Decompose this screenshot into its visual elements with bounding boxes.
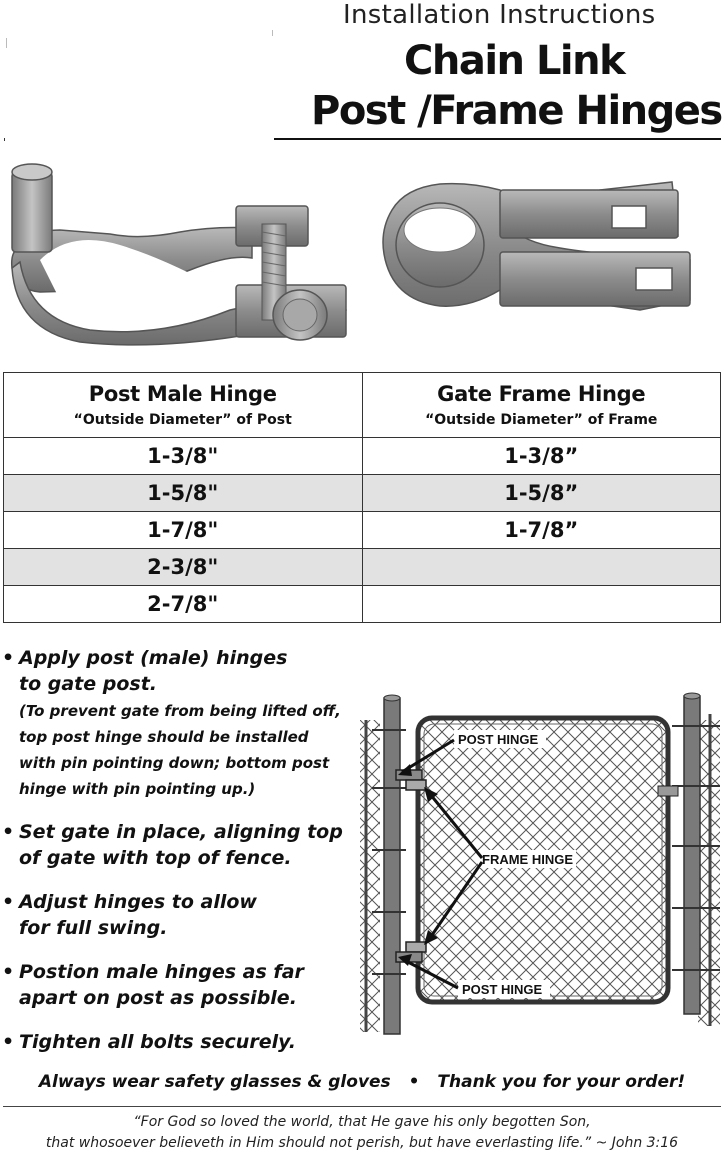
note-line: with pin pointing down; bottom post <box>19 754 330 772</box>
thank-you-note: Thank you for your order! <box>437 1072 686 1092</box>
note-line: hinge with pin pointing up.) <box>19 780 256 798</box>
frame-size-cell <box>362 586 721 623</box>
gate-latch <box>658 786 678 796</box>
post-size-cell: 1-5/8" <box>4 475 363 512</box>
step-1-note <box>19 698 341 802</box>
column-title: Post Male Hinge <box>88 382 277 406</box>
gate-post <box>384 698 400 1034</box>
safety-note: Always wear safety glasses & gloves <box>38 1072 391 1092</box>
frame-size-cell: 1-7/8” <box>362 512 721 549</box>
footer-divider <box>3 1106 721 1107</box>
step-text: Postion male hinges as far <box>19 961 304 983</box>
step-text: apart on post as possible. <box>19 987 297 1009</box>
column-header-frame <box>362 373 721 438</box>
instruction-step-4 <box>2 959 304 1011</box>
post-male-hinge-photo <box>12 164 346 345</box>
table-row <box>4 512 721 549</box>
crop-mark <box>4 138 5 141</box>
instruction-step-5 <box>2 1029 296 1055</box>
column-header-post <box>4 373 363 438</box>
table-row <box>4 438 721 475</box>
bullet-dot: • <box>2 647 15 669</box>
footer-separator: • <box>408 1072 420 1092</box>
gate-hinge-diagram <box>358 690 724 1038</box>
step-text: Adjust hinges to allow <box>19 891 257 913</box>
note-line: top post hinge should be installed <box>19 728 309 746</box>
scripture-verse <box>0 1112 724 1154</box>
frame-size-cell: 1-5/8” <box>362 475 721 512</box>
header-underline <box>274 138 721 140</box>
crop-mark <box>6 38 7 48</box>
bullet-dot: • <box>2 1031 15 1053</box>
step-text: to gate post. <box>19 673 158 695</box>
document-title-line-2: Post /Frame Hinges <box>311 88 722 134</box>
crop-mark <box>272 30 273 36</box>
footer-safety-line <box>0 1072 724 1092</box>
instruction-step-1 <box>2 645 287 697</box>
post-hinge-label-bottom: POST HINGE <box>462 982 543 997</box>
gate-frame-hinge-photo <box>383 182 690 310</box>
table-row <box>4 475 721 512</box>
frame-size-cell: 1-3/8” <box>362 438 721 475</box>
hinge-size-table <box>3 372 721 623</box>
document-title-line-1: Chain Link <box>404 38 625 84</box>
post-size-cell: 1-7/8" <box>4 512 363 549</box>
post-size-cell: 2-3/8" <box>4 549 363 586</box>
column-subtitle: “Outside Diameter” of Frame <box>425 412 658 428</box>
table-row <box>4 549 721 586</box>
fence-mesh-left <box>360 720 380 1032</box>
frame-size-cell <box>362 549 721 586</box>
bullet-dot: • <box>2 821 15 843</box>
verse-line: that whosoever believeth in Him should not perish, but have everlasting life.” ~ John 3:16 <box>45 1135 679 1151</box>
verse-line: “For God so loved the world, that He gave his only begotten Son, <box>133 1114 591 1130</box>
step-text: Set gate in place, aligning top <box>19 821 343 843</box>
post-size-cell: 2-7/8" <box>4 586 363 623</box>
column-subtitle: “Outside Diameter” of Post <box>73 412 292 428</box>
table-header-row <box>4 373 721 438</box>
bottom-frame-hinge <box>406 942 426 952</box>
step-text: of gate with top of fence. <box>19 847 292 869</box>
instruction-step-3 <box>2 889 257 941</box>
hinge-photos <box>0 150 724 360</box>
step-text: Tighten all bolts securely. <box>19 1031 296 1053</box>
post-size-cell: 1-3/8" <box>4 438 363 475</box>
top-frame-hinge <box>406 780 426 790</box>
column-title: Gate Frame Hinge <box>437 382 646 406</box>
instruction-step-2 <box>2 819 343 871</box>
latch-post <box>684 696 700 1014</box>
bullet-dot: • <box>2 891 15 913</box>
document-supertitle: Installation Instructions <box>343 0 656 30</box>
step-text: for full swing. <box>19 917 168 939</box>
step-text: Apply post (male) hinges <box>19 647 288 669</box>
table-row <box>4 586 721 623</box>
post-hinge-label-top: POST HINGE <box>458 732 539 747</box>
note-line: (To prevent gate from being lifted off, <box>19 702 341 720</box>
bullet-dot: • <box>2 961 15 983</box>
frame-hinge-label: FRAME HINGE <box>482 852 573 867</box>
